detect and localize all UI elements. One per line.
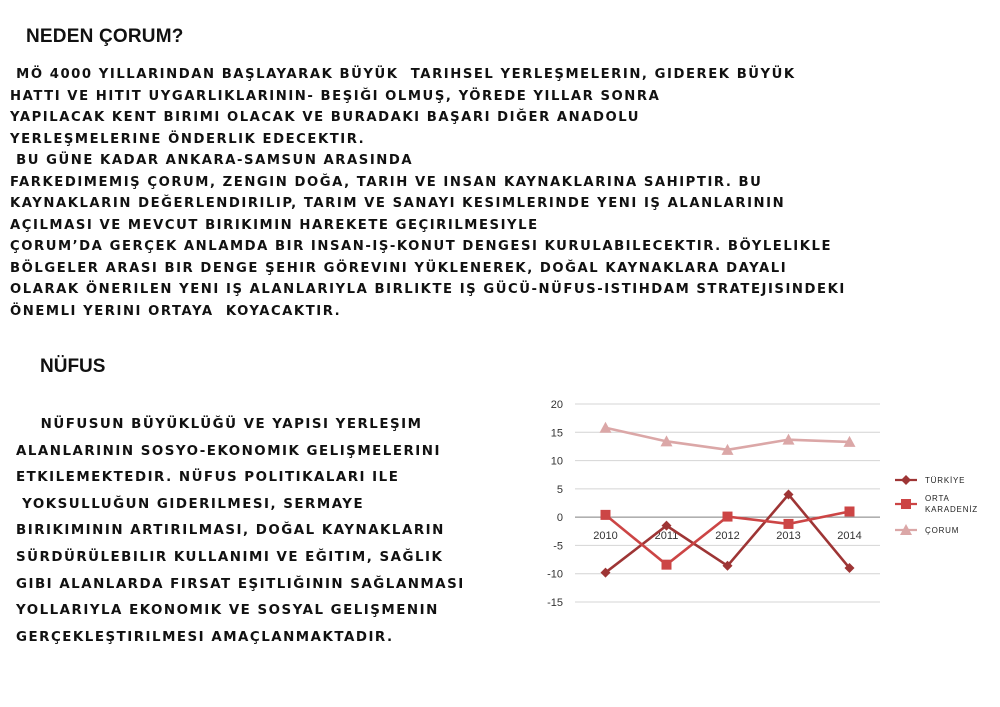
nufus-line: ALANLARININ SOSYO-EKONOMIK GELIŞMELERINI: [16, 443, 441, 459]
y-tick-label: 20: [550, 399, 563, 411]
heading-neden-corum: NEDEN ÇORUM?: [26, 26, 184, 47]
x-tick-label: 2012: [715, 530, 740, 543]
heading-nufus: NÜFUS: [40, 356, 106, 377]
nufus-line: ETKILEMEKTEDIR. NÜFUS POLITIKALARI ILE: [16, 470, 400, 486]
y-tick-label: -15: [547, 597, 563, 609]
intro-line: ÇORUM’DA GERÇEK ANLAMDA BIR INSAN-IŞ-KONUT DENGESI KURULABILECEKTIR. BÖYLELIKLE: [10, 239, 833, 254]
x-tick-label: 2013: [776, 530, 801, 543]
intro-line: KAYNAKLARIN DEĞERLENDIRILIP, TARIM VE SANAYI KESIMLERINDE YENI IŞ ALANLARININ: [10, 196, 786, 211]
legend-label: ÇORUM: [925, 526, 960, 535]
intro-line: MÖ 4000 YILLARINDAN BAŞLAYARAK BÜYÜK TARIHSEL YERLEŞMELERIN, GIDEREK BÜYÜK: [10, 67, 796, 82]
nufus-line: YOLLARIYLA EKONOMIK VE SOSYAL GELIŞMENIN: [16, 603, 439, 619]
nufus-line: NÜFUSUN BÜYÜKLÜĞÜ VE YAPISI YERLEŞIM: [16, 417, 423, 432]
y-tick-label: 10: [550, 455, 563, 468]
nufus-line: BIRIKIMININ ARTIRILMASI, DOĞAL KAYNAKLARIN: [16, 523, 445, 539]
intro-line: YAPILACAK KENT BIRIMI OLACAK VE BURADAKI BAŞARI DIĞER ANADOLU: [10, 110, 641, 125]
intro-paragraph: [10, 64, 1000, 322]
data-point: [600, 422, 612, 433]
nufus-line: SÜRDÜRÜLEBILIR KULLANIMI VE EĞITIM, SAĞLIK: [16, 549, 444, 565]
data-point: [901, 475, 911, 485]
legend-label: ORTA KARADENİZ: [925, 494, 978, 514]
data-point: [901, 499, 911, 509]
y-tick-label: 15: [550, 427, 563, 440]
intro-line: YERLEŞMELERINE ÖNDERLIK EDECEKTIR.: [10, 131, 366, 147]
nufus-line: GIBI ALANLARDA FIRSAT EŞITLIĞININ SAĞLANMASI: [16, 576, 465, 592]
intro-line: BU GÜNE KADAR ANKARA-SAMSUN ARASINDA: [10, 153, 414, 168]
nufus-line: GERÇEKLEŞTIRILMESI AMAÇLANMAKTADIR.: [16, 629, 394, 645]
intro-line: FARKEDIMEMIŞ ÇORUM, ZENGIN DOĞA, TARIH VE INSAN KAYNAKLARINA SAHIPTIR. BU: [10, 174, 763, 190]
x-tick-label: 2014: [837, 530, 862, 543]
intro-line: AÇILMASI VE MEVCUT BIRIKIMIN HAREKETE GEÇIRILMESIYLE: [10, 217, 539, 233]
data-point: [723, 512, 733, 522]
y-tick-label: 5: [556, 483, 563, 496]
data-point: [784, 519, 794, 529]
intro-line: ÖNEMLI YERINI ORTAYA KOYACAKTIR.: [10, 303, 342, 319]
legend-label: TÜRKİYE: [925, 476, 966, 485]
data-point: [601, 510, 611, 520]
population-growth-chart: [535, 392, 995, 622]
y-tick-label: 0: [556, 512, 563, 525]
nufus-paragraph: [16, 412, 546, 651]
intro-line: HATTI VE HITIT UYGARLIKLARININ- BEŞIĞI OLMUŞ, YÖREDE YILLAR SONRA: [10, 88, 661, 104]
data-point: [662, 560, 672, 570]
y-tick-label: -10: [547, 568, 563, 581]
y-tick-label: -5: [553, 540, 563, 553]
nufus-line: YOKSULLUĞUN GIDERILMESI, SERMAYE: [16, 496, 365, 512]
x-tick-label: 2011: [654, 530, 679, 543]
intro-line: OLARAK ÖNERILEN YENI IŞ ALANLARIYLA BIRLIKTE IŞ GÜCÜ-NÜFUS-ISTIHDAM STRATEJISINDEKI: [10, 282, 846, 297]
data-point: [845, 506, 855, 516]
intro-line: BÖLGELER ARASI BIR DENGE ŞEHIR GÖREVINI YÜKLENEREK, DOĞAL KAYNAKLARA DAYALI: [10, 260, 788, 276]
x-tick-label: 2010: [593, 530, 618, 543]
